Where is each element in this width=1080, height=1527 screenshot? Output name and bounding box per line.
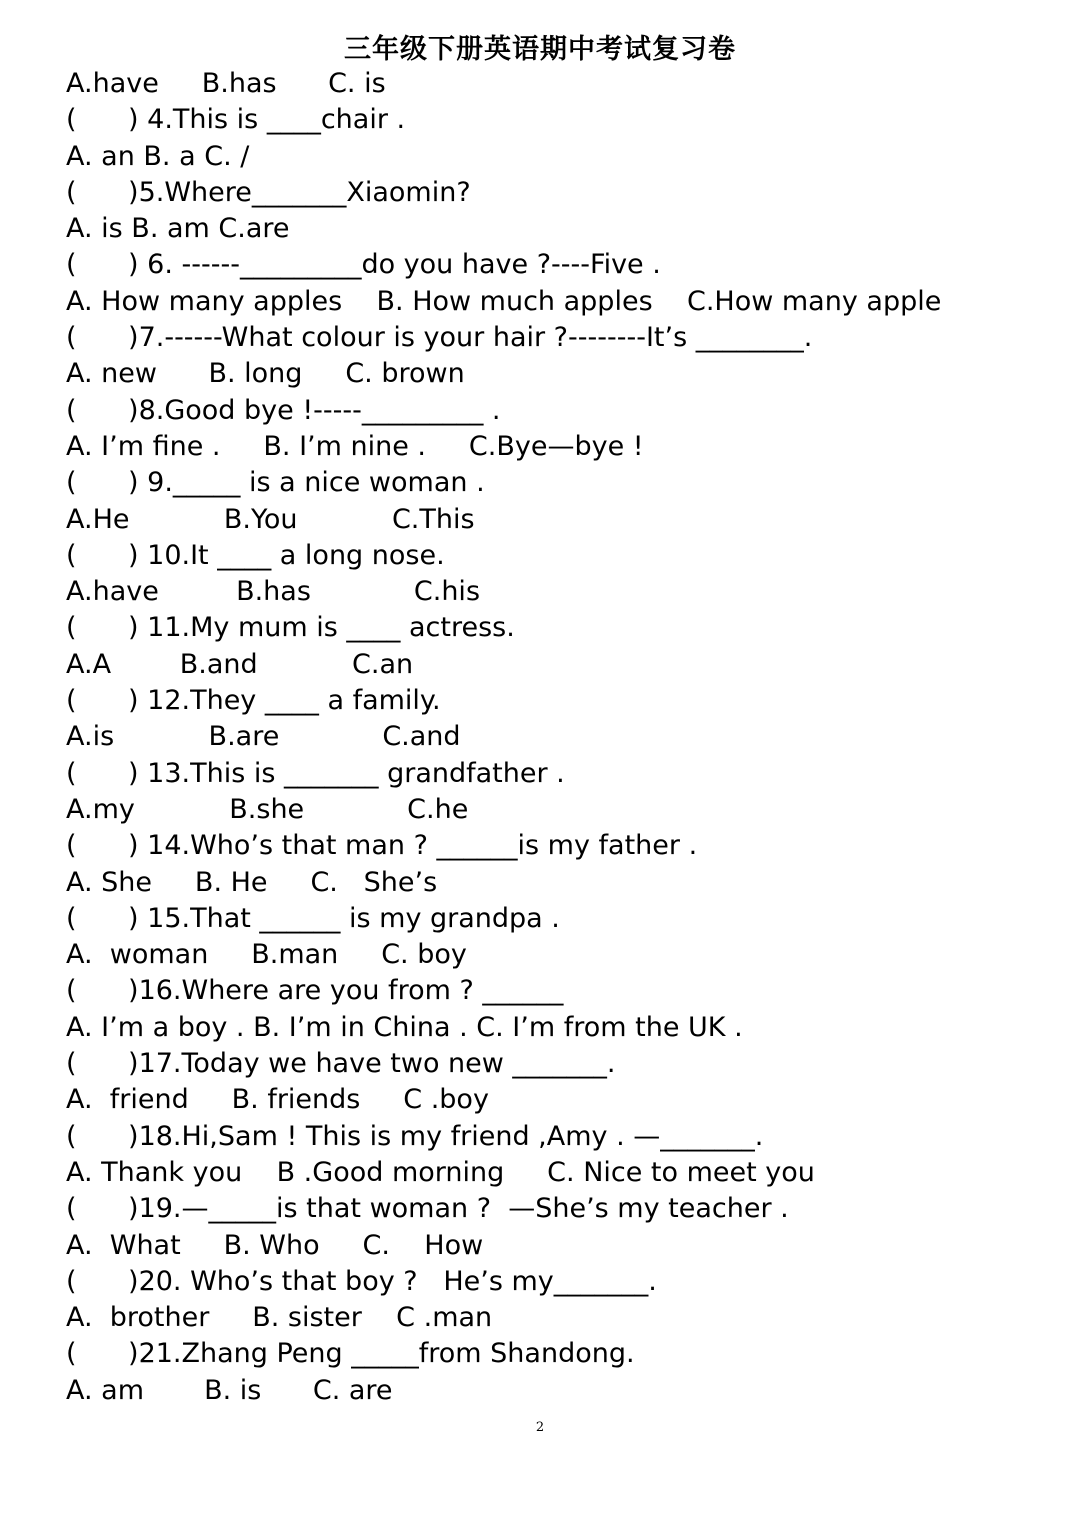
question-line: ( )19.—_____is that woman ? —She’s my teacher . — [66, 1193, 789, 1225]
question-line: ( )17.Today we have two new _______. — [66, 1048, 616, 1080]
options-line: A. woman B.man C. boy — [66, 939, 467, 971]
options-line: A. Thank you B .Good morning C. Nice to meet you — [66, 1156, 815, 1188]
question-line: ( )21.Zhang Peng _____from Shandong. — [66, 1338, 635, 1370]
question-line: ( ) 14.Who’s that man ? ______is my father . — [66, 830, 698, 862]
options-line: A.have B.has C.his — [66, 576, 481, 608]
options-line: A. How many apples B. How much apples C.How many apple — [66, 285, 942, 317]
question-line: ( ) 4.This is ____chair . — [66, 104, 406, 136]
options-line: A. an B. a C. / — [66, 140, 250, 172]
question-line: ( )20. Who’s that boy ? He’s my_______. — [66, 1265, 657, 1297]
options-line: A. What B. Who C. How — [66, 1229, 484, 1261]
question-line: ( ) 12.They ____ a family. — [66, 685, 441, 717]
options-line: A. new B. long C. brown — [66, 358, 465, 390]
question-line: ( )5.Where_______Xiaomin? — [66, 176, 471, 208]
question-line: ( ) 11.My mum is ____ actress. — [66, 612, 515, 644]
options-line: A.my B.she C.he — [66, 793, 469, 825]
options-line: A. am B. is C. are — [66, 1374, 393, 1406]
options-line: A. is B. am C.are — [66, 213, 290, 245]
options-line: A. I’m fine . B. I’m nine . C.Bye—bye ! — [66, 430, 644, 462]
options-line: A. brother B. sister C .man — [66, 1302, 493, 1334]
page-number: 2 — [535, 1420, 545, 1435]
worksheet-title: 三年级下册英语期中考试复习卷 — [344, 34, 736, 65]
options-line: A.have B.has C. is — [66, 68, 386, 99]
question-list — [66, 66, 1056, 1409]
question-line: ( ) 13.This is _______ grandfather . — [66, 757, 565, 789]
question-line: ( )16.Where are you from ? ______ — [66, 975, 564, 1007]
question-line: ( ) 15.That ______ is my grandpa . — [66, 902, 560, 934]
question-line: ( ) 10.It ____ a long nose. — [66, 539, 445, 571]
question-line: ( )18.Hi,Sam ! This is my friend ,Amy . —_______. — [66, 1120, 764, 1152]
options-line: A. She B. He C. She’s — [66, 866, 438, 898]
question-line: ( )8.Good bye !-----_________ . — [66, 394, 501, 426]
options-line: A.He B.You C.This — [66, 503, 475, 535]
options-line: A. friend B. friends C .boy — [66, 1084, 489, 1116]
question-line: ( )7.------What colour is your hair ?--------It’s ________. — [66, 322, 813, 354]
question-line: ( ) 9._____ is a nice woman . — [66, 467, 485, 499]
options-line: A.is B.are C.and — [66, 721, 461, 753]
question-line: ( ) 6. ------_________do you have ?----Five . — [66, 249, 661, 281]
options-line: A.A B.and C.an — [66, 648, 414, 680]
options-line: A. I’m a boy . B. I’m in China . C. I’m from the UK . — [66, 1011, 743, 1043]
